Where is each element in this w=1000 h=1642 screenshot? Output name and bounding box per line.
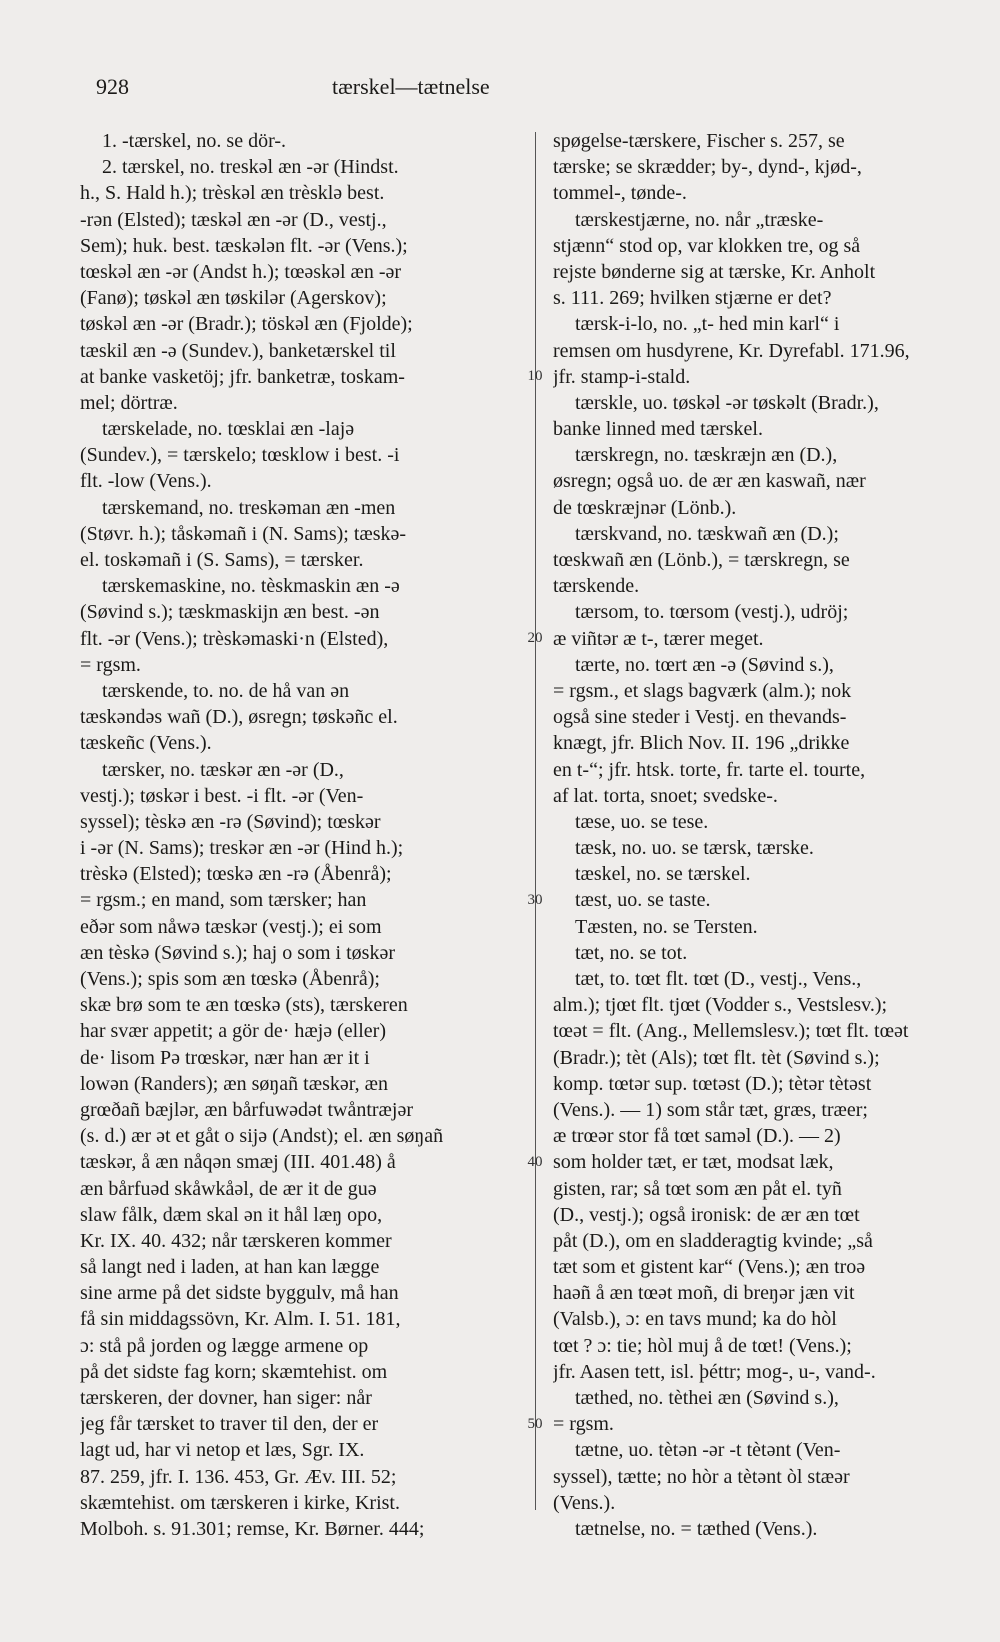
text-line: 1. -tærskel, no. se dör-. bbox=[102, 130, 287, 152]
text-line: (Fanø); tøskəl æn tøskilər (Agerskov); bbox=[80, 287, 387, 310]
text-line: tærte, no. tœrt æn -ə (Søvind s.), bbox=[575, 653, 834, 676]
text-line: har svær appetit; a gör de· hæjə (eller) bbox=[80, 1020, 386, 1043]
text-line: banke linned med tærskel. bbox=[553, 418, 763, 441]
line-number: 10 bbox=[527, 367, 543, 384]
text-line: som holder tæt, er tæt, modsat læk, bbox=[553, 1151, 834, 1174]
column-divider bbox=[535, 132, 536, 1510]
text-line: (D., vestj.); også ironisk: de ær æn tœt bbox=[553, 1203, 860, 1226]
text-line: remsen om husdyrene, Kr. Dyrefabl. 171.96, bbox=[553, 339, 910, 362]
text-line: tommel-, tønde-. bbox=[553, 182, 687, 205]
text-line: -rən (Elsted); tæskəl æn -ər (D., vestj., bbox=[80, 208, 387, 231]
text-line: haəñ å æn tœət moñ, di breŋər jæn vit bbox=[553, 1282, 855, 1305]
text-line: lagt ud, har vi netop et læs, Sgr. IX. bbox=[80, 1439, 365, 1462]
text-line: tæskel, no. se tærskel. bbox=[575, 863, 751, 886]
text-line: (Sundev.), = tærskelo; tœsklow i best. -i bbox=[80, 444, 400, 467]
text-line: tærskeren, der dovner, han siger: når bbox=[80, 1387, 372, 1409]
text-line: tœt ? ɔ: tie; hòl muj å de tœt! (Vens.); bbox=[553, 1334, 852, 1357]
text-line: på det sidste fag korn; skæmtehist. om bbox=[80, 1360, 388, 1383]
text-line: spøgelse-tærskere, Fischer s. 257, se bbox=[553, 130, 845, 152]
text-line: æ trœər stor få tœt saməl (D.). — 2) bbox=[553, 1125, 841, 1148]
text-line: tærskestjærne, no. når „træske- bbox=[575, 208, 824, 231]
text-line: de tœskræjnər (Lönb.). bbox=[553, 496, 737, 519]
text-line: tærskende. bbox=[553, 575, 640, 598]
text-line: trèskə (Elsted); tœskə æn -rə (Åbenrå); bbox=[80, 863, 392, 886]
text-line: ɔ: stå på jorden og lægge armene op bbox=[80, 1334, 369, 1357]
text-line: tærsker, no. tæskər æn -ər (D., bbox=[102, 758, 344, 781]
text-line: rejste bønderne sig at tærske, Kr. Anholt bbox=[553, 260, 876, 283]
line-number: 40 bbox=[527, 1153, 543, 1170]
text-line: tærskende, to. no. de hå van ən bbox=[102, 679, 350, 702]
text-line: tæt, to. tœt flt. tœt (D., vestj., Vens., bbox=[575, 968, 862, 990]
text-line: (s. d.) ær ət et gåt o sijə (Andst); el. æn søŋañ bbox=[80, 1125, 444, 1148]
text-line: tærskemaskine, no. tèskmaskin æn -ə bbox=[102, 575, 400, 598]
text-line: syssel); tèskə æn -rə (Søvind); tœskər bbox=[80, 810, 381, 833]
text-line: øsregn; også uo. de ær æn kaswañ, nær bbox=[553, 470, 866, 493]
text-line: så langt ned i laden, at han kan lægge bbox=[80, 1256, 380, 1279]
text-line: (Støvr. h.); tåskəmañ i (N. Sams); tæskə- bbox=[80, 522, 407, 545]
text-line: tøskəl æn -ər (Bradr.); töskəl æn (Fjolde); bbox=[80, 313, 413, 336]
text-line: (Vens.). — 1) som står tæt, græs, træer; bbox=[553, 1098, 868, 1121]
text-line: gisten, rar; så tœt som æn påt el. tyñ bbox=[553, 1177, 842, 1200]
text-line: flt. -low (Vens.). bbox=[80, 470, 212, 493]
text-line: tærskemand, no. treskəman æn -men bbox=[102, 496, 396, 519]
text-line: jeg får tærsket to traver til den, der er bbox=[80, 1413, 379, 1436]
text-line: tæskeñc (Vens.). bbox=[80, 732, 212, 755]
text-line: tærskle, uo. tøskəl -ər tøskəlt (Bradr.), bbox=[575, 391, 879, 414]
text-line: tæt, no. se tot. bbox=[575, 941, 688, 964]
text-line: de· lisom Pə trœskər, nær han ær it i bbox=[80, 1046, 370, 1069]
text-line: = rgsm., et slags bagværk (alm.); nok bbox=[553, 679, 852, 702]
text-line: tæsk, no. uo. se tærsk, tærske. bbox=[575, 837, 814, 860]
text-line: få sin middagssövn, Kr. Alm. I. 51. 181, bbox=[80, 1308, 401, 1331]
text-line: Sem); huk. best. tæskələn flt. -ər (Vens.); bbox=[80, 234, 408, 257]
text-line: tæskəndəs wañ (D.), øsregn; tøskəñc el. bbox=[80, 706, 398, 729]
text-line: 2. tærskel, no. treskəl æn -ər (Hindst. bbox=[102, 156, 399, 179]
text-line: el. toskəmañ i (S. Sams), = tærsker. bbox=[80, 549, 364, 571]
text-line: sine arme på det sidste byggulv, må han bbox=[80, 1282, 399, 1305]
line-number: 50 bbox=[527, 1415, 543, 1432]
text-line: tætnelse, no. = tæthed (Vens.). bbox=[575, 1517, 818, 1540]
text-line: syssel), tætte; no hòr a tètənt òl stæər bbox=[553, 1465, 850, 1488]
text-line: at banke vasketöj; jfr. banketræ, toskam- bbox=[80, 365, 405, 388]
text-line: tærskregn, no. tæskræjn æn (D.), bbox=[575, 444, 838, 467]
text-line: lowən (Randers); æn søŋañ tæskər, æn bbox=[80, 1072, 388, 1095]
text-line: (Søvind s.); tæskmaskijn æn best. -ən bbox=[80, 601, 380, 624]
text-line: = rgsm. bbox=[553, 1413, 614, 1436]
text-line: tæthed, no. tèthei æn (Søvind s.), bbox=[575, 1387, 839, 1409]
text-line: 87. 259, jfr. I. 136. 453, Gr. Æv. III. 52; bbox=[80, 1465, 397, 1488]
text-line: tærsk-i-lo, no. „t- hed min karl“ i bbox=[575, 313, 840, 336]
running-head: tærskel—tætnelse bbox=[332, 74, 490, 99]
text-line: (Vens.); spis som æn tœskə (Åbenrå); bbox=[80, 968, 380, 990]
text-line: slaw fålk, dæm skal ən it hål læŋ opo, bbox=[80, 1203, 383, 1226]
text-line: (Valsb.), ɔ: en tavs mund; ka do hòl bbox=[553, 1308, 837, 1331]
text-line: tæskər, å æn nåqən smæj (III. 401.48) å bbox=[80, 1151, 396, 1174]
text-line: tœskəl æn -ər (Andst h.); tœəskəl æn -ər bbox=[80, 260, 402, 283]
text-line: påt (D.), om en sladderagtig kvinde; „så bbox=[553, 1229, 873, 1252]
text-line: tœskwañ æn (Lönb.), = tærskregn, se bbox=[553, 549, 850, 571]
text-line: skæmtehist. om tærskeren i kirke, Krist. bbox=[80, 1491, 400, 1514]
text-line: vestj.); tøskər i best. -i flt. -ər (Ven- bbox=[80, 784, 364, 807]
text-line: (Bradr.); tèt (Als); tœt flt. tèt (Søvind s.); bbox=[553, 1046, 880, 1069]
text-line: tærskvand, no. tæskwañ æn (D.); bbox=[575, 522, 839, 545]
text-line: tærske; se skrædder; by-, dynd-, kjød-, bbox=[553, 156, 862, 179]
text-line: komp. tœtər sup. tœtəst (D.); tètər tètəst bbox=[553, 1072, 872, 1095]
text-line: tœət = flt. (Ang., Mellemslesv.); tœt flt. tœət bbox=[553, 1020, 909, 1043]
text-line: æn bårfuəd skåwkåəl, de ær it de guə bbox=[80, 1177, 377, 1200]
text-line: = rgsm. bbox=[80, 653, 141, 676]
text-line: jfr. stamp-i-stald. bbox=[553, 365, 691, 388]
text-line: tæskil æn -ə (Sundev.), banketærskel til bbox=[80, 339, 396, 362]
text-line: Kr. IX. 40. 432; når tærskeren kommer bbox=[80, 1229, 392, 1252]
text-line: stjænn“ stod op, var klokken tre, og så bbox=[553, 234, 861, 257]
text-line: grœðañ bæjlər, æn bårfuwədət twåntræjər bbox=[80, 1098, 413, 1121]
text-line: knægt, jfr. Blich Nov. II. 196 „drikke bbox=[553, 732, 850, 755]
text-line: mel; dörtræ. bbox=[80, 391, 178, 414]
text-line: Tæsten, no. se Tersten. bbox=[575, 915, 758, 938]
page-header bbox=[96, 74, 656, 108]
text-line: tærskelade, no. tœsklai æn -lajə bbox=[102, 418, 355, 441]
text-line: af lat. torta, snoet; svedske-. bbox=[553, 784, 778, 807]
text-line: også sine steder i Vestj. en thevands- bbox=[553, 706, 847, 729]
text-line: æn tèskə (Søvind s.); haj o som i tøskər bbox=[80, 941, 395, 964]
text-line: eðər som nåwə tæskər (vestj.); ei som bbox=[80, 915, 382, 938]
text-line: tæt som et gistent kar“ (Vens.); æn troə bbox=[553, 1256, 866, 1279]
text-line: en t-“; jfr. htsk. torte, fr. tarte el. tourte, bbox=[553, 758, 866, 781]
left-column bbox=[80, 128, 535, 1542]
text-line: æ viñtər æ t-, tærer meget. bbox=[553, 627, 764, 650]
page-number: 928 bbox=[96, 74, 129, 99]
text-line: jfr. Aasen tett, isl. þéttr; mog-, u-, vand-. bbox=[553, 1360, 876, 1383]
text-line: Molboh. s. 91.301; remse, Kr. Børner. 444; bbox=[80, 1517, 425, 1540]
line-number: 30 bbox=[527, 891, 543, 908]
text-line: s. 111. 269; hvilken stjærne er det? bbox=[553, 287, 832, 310]
text-line: alm.); tjœt flt. tjœt (Vodder s., Vestslesv.); bbox=[553, 994, 888, 1017]
text-line: tætne, uo. tètən -ər -t tètənt (Ven- bbox=[575, 1439, 841, 1462]
text-line: tærsom, to. tœrsom (vestj.), udröj; bbox=[575, 601, 849, 624]
right-column bbox=[553, 128, 978, 1542]
text-line: skæ brø som te æn tœskə (sts), tærskeren bbox=[80, 994, 408, 1017]
text-line: tæst, uo. se taste. bbox=[575, 889, 711, 912]
text-line: flt. -ər (Vens.); trèskəmaski·n (Elsted), bbox=[80, 627, 389, 650]
text-line: = rgsm.; en mand, som tærsker; han bbox=[80, 889, 367, 912]
text-line: h., S. Hald h.); trèskəl æn trèsklə best. bbox=[80, 182, 385, 205]
text-line: i -ər (N. Sams); treskər æn -ər (Hind h.); bbox=[80, 837, 404, 860]
line-number: 20 bbox=[527, 629, 543, 646]
text-line: (Vens.). bbox=[553, 1491, 616, 1514]
text-line: tæse, uo. se tese. bbox=[575, 810, 709, 833]
